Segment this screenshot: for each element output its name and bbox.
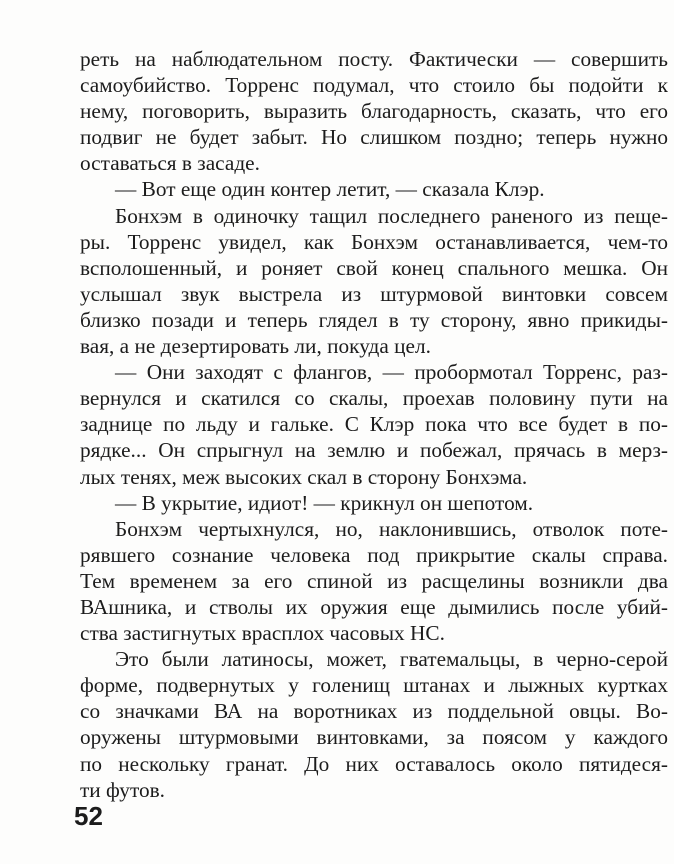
text-line: по нескольку гранат. До них оставалось около пятидеся- xyxy=(80,751,668,776)
text-line: заднице по льду и гальке. С Клэр пока что все будет в по- xyxy=(80,412,668,437)
text-line: — В укрытие, идиот! — крикнул он шепотом. xyxy=(115,490,534,515)
text-line: лых тенях, меж высоких скал в сторону Бонхэма. xyxy=(80,464,528,489)
text-line: вернулся и скатился со скалы, проехав половину пути на xyxy=(80,386,668,411)
text-line: Бонхэм чертыхнулся, но, наклонившись, отволок поте- xyxy=(115,516,668,541)
text-line: нему, поговорить, выразить благодарность, сказать, что его xyxy=(80,99,668,124)
text-line: — Они заходят с флангов, — пробормотал Торренс, раз- xyxy=(115,360,668,385)
text-line: форме, подвернутых у голенищ штанах и лыжных куртках xyxy=(80,673,668,698)
text-line: подвиг не будет забыт. Но слишком поздно; теперь нужно xyxy=(80,125,668,150)
body-text xyxy=(80,46,668,803)
text-line: близко позади и теперь глядел в ту сторону, явно прикиды- xyxy=(80,307,668,332)
text-line: Бонхэм в одиночку тащил последнего раненого из пеще- xyxy=(115,203,668,228)
text-line: оружены штурмовыми винтовками, за поясом у каждого xyxy=(80,725,668,750)
text-line: ры. Торренс увидел, как Бонхэм останавливается, чем-то xyxy=(80,229,668,254)
text-line: услышал звук выстрела из штурмовой винтовки совсем xyxy=(80,281,668,306)
text-line: реть на наблюдательном посту. Фактически — совершить xyxy=(80,47,668,71)
text-line: ти футов. xyxy=(80,777,166,802)
text-line: самоубийство. Торренс подумал, что стоило бы подойти к xyxy=(80,73,668,98)
text-line: рядке... Он спрыгнул на землю и побежал, прячась в мерз- xyxy=(80,438,668,463)
text-line: со значками ВА на воротниках из поддельной овцы. Во- xyxy=(80,699,668,724)
text-line: оставаться в засаде. xyxy=(80,151,260,176)
text-line: рявшего сознание человека под прикрытие скалы справа. xyxy=(80,542,668,567)
text-line: — Вот еще один контер летит, — сказала Клэр. xyxy=(115,177,545,202)
text-line: Это были латиносы, может, гватемальцы, в черно-серой xyxy=(115,647,668,672)
text-line: вая, а не дезертировать ли, покуда цел. xyxy=(80,334,431,359)
text-line: Тем временем за его спиной из расщелины возникли два xyxy=(80,568,668,593)
text-line: ства застигнутых врасплох часовых НС. xyxy=(80,621,445,646)
page-number: 52 xyxy=(74,801,103,831)
text-line: всполошенный, и роняет свой конец спального мешка. Он xyxy=(80,255,668,280)
text-line: ВАшника, и стволы их оружия еще дымились после убий- xyxy=(80,594,668,619)
